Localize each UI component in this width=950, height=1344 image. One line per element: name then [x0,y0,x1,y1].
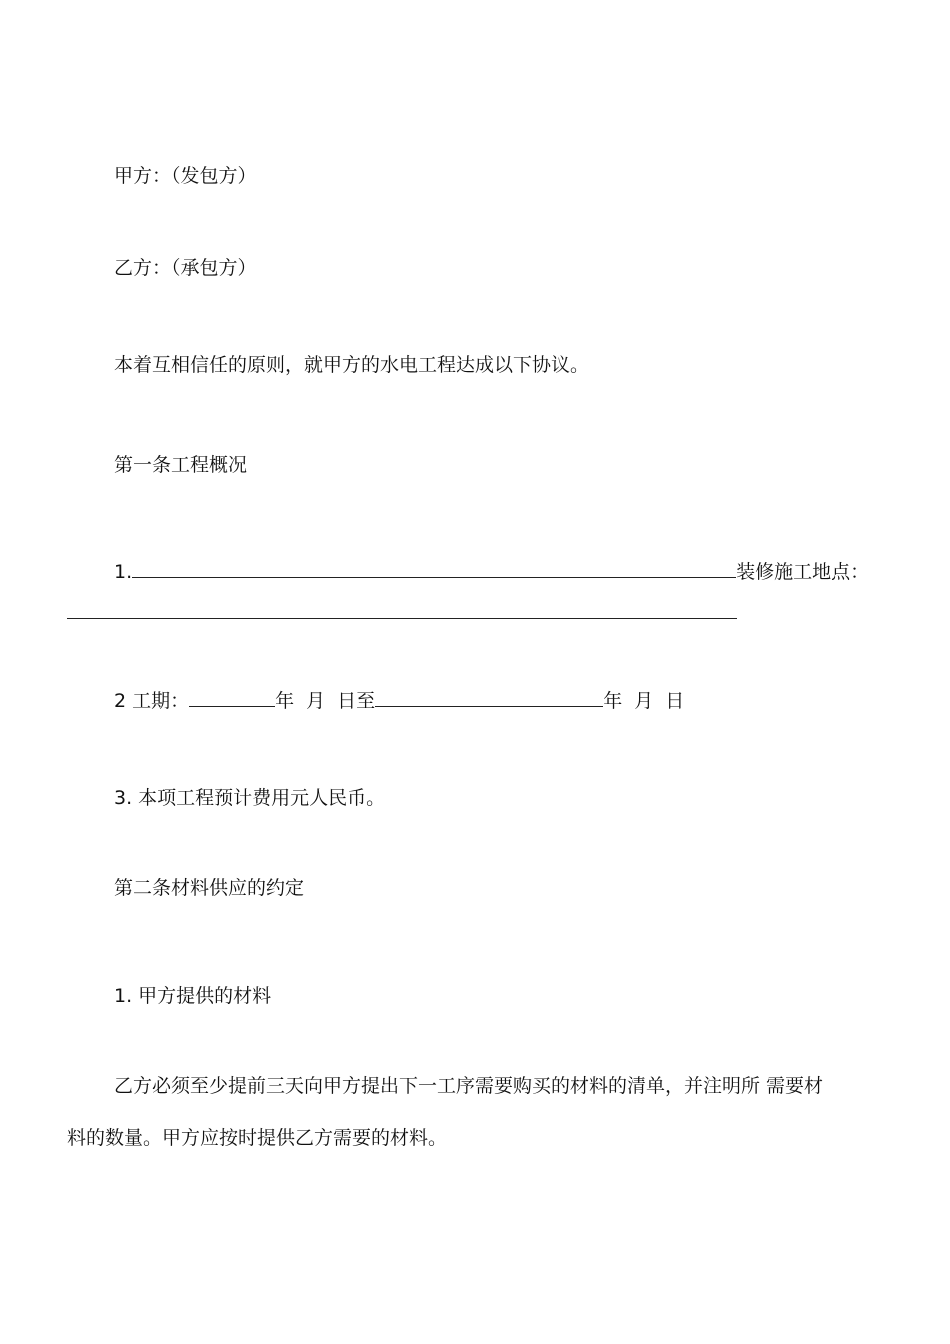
item-1-label: 装修施工地点： [736,561,870,583]
party-b-line: 乙方：（承包方） [114,257,257,279]
party-a-line: 甲方：（发包方） [114,165,257,187]
start-year-label: 年 [275,690,295,712]
subsection-1-title: 1. 甲方提供的材料 [114,985,272,1007]
end-year-label: 年 [603,690,623,712]
item-1-blank [132,559,736,578]
start-day-to-label: 日至 [337,690,376,712]
end-month-label: 月 [634,690,654,712]
start-month-label: 月 [306,690,326,712]
start-year-blank [189,688,275,707]
item-2-prefix: 2 工期： [114,690,190,712]
item-1-line [114,559,869,584]
paragraph-1-line-2: 料的数量。甲方应按时提供乙方需要的材料。 [67,1127,448,1149]
paragraph-1-line-1: 乙方必须至少提前三天向甲方提出下一工序需要购买的材料的清单，并注明所 需要材 [114,1075,824,1097]
item-1-number: 1. [114,561,133,583]
article-2-title: 第二条材料供应的约定 [114,877,305,899]
item-3-line: 3. 本项工程预计费用元人民币。 [114,787,386,809]
item-1-address-blank [67,618,737,619]
end-year-blank [375,688,603,707]
intro-paragraph: 本着互相信任的原则，就甲方的水电工程达成以下协议。 [114,354,590,376]
end-day-label: 日 [665,690,685,712]
item-2-line [114,688,684,713]
article-1-title: 第一条工程概况 [114,454,248,476]
